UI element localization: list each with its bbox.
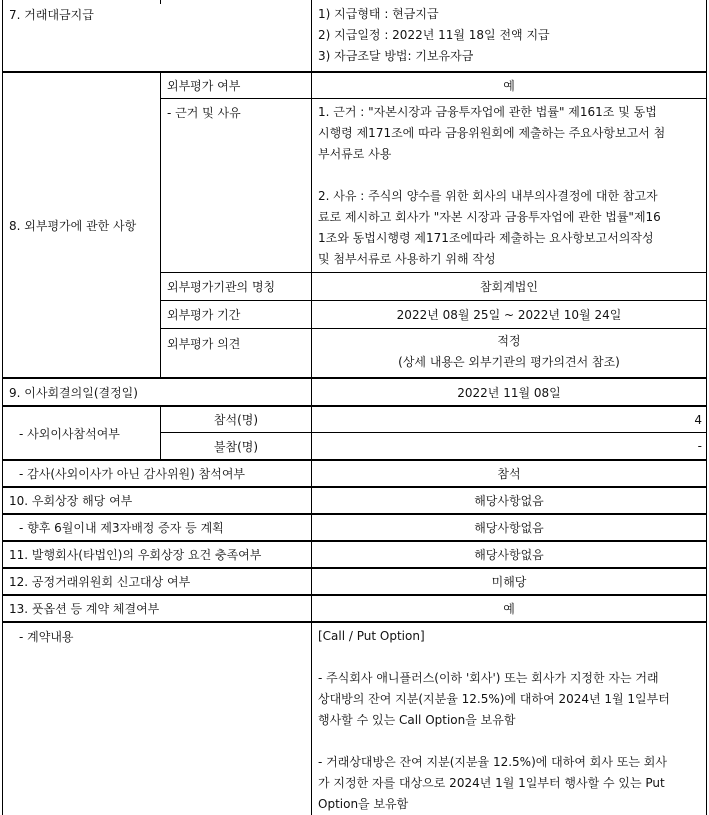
evaluation-opinion-label: 외부평가 의견 [167,337,241,351]
contract-line: 가 지정한 자를 대상으로 2024년 1월 1일부터 행사할 수 있는 Put [318,776,665,790]
ftc-report-value: 미해당 [491,575,527,589]
reason-label: - 근거 및 사유 [167,106,241,120]
ext-eval-flag-value: 예 [503,79,515,93]
payment-label: 7. 거래대금지급 [9,8,94,22]
reason-line: 1. 근거 : "자본시장과 금융투자업에 관한 법률" 제161조 및 동법 [318,105,657,119]
capital-increase-plan-label: - 향후 6월이내 제3자배정 증자 등 계획 [19,521,224,535]
reason-value [312,99,706,272]
evaluation-period-label: 외부평가 기간 [167,308,241,322]
evaluator-name-label: 외부평가기관의 명칭 [167,280,276,294]
present-count-value: 4 [694,412,702,427]
capital-increase-plan-value: 해당사항없음 [474,521,544,535]
reason-line: 및 첨부서류로 사용하기 위해 작성 [318,252,496,266]
opinion-line: 적정 [497,334,521,348]
payment-value [312,0,706,71]
backdoor-listing-label: 10. 우회상장 해당 여부 [9,494,133,508]
contract-title: [Call / Put Option] [318,629,425,643]
contract-details-label: - 계약내용 [19,630,74,644]
reason-line: 1조와 동법시행령 제171조에따라 제출하는 요사항보고서의작성 [318,231,654,245]
reason-line: 부서류로 사용 [318,147,392,161]
contract-line: 행사할 수 있는 Call Option을 보유함 [318,713,516,727]
outside-directors-label: - 사외이사참석여부 [19,426,120,441]
absent-count-label: 불참(명) [213,439,259,454]
contract-line: 상대방의 잔여 지분(지분율 12.5%)에 대하여 2024년 1월 1일부터 [318,692,670,706]
opinion-line: (상세 내용은 외부기관의 평가의견서 참조) [398,355,620,369]
board-resolution-date-label: 9. 이사회결의일(결정일) [9,385,138,400]
audit-attendance-value: 참석 [497,467,521,481]
present-count-label: 참석(명) [213,413,259,427]
payment-line: 2) 지급일정 : 2022년 11월 18일 전액 지급 [318,28,550,42]
contract-details-value [312,623,706,815]
payment-line: 3) 자금조달 방법: 기보유자금 [318,49,474,63]
reason-line: 료로 제시하고 회사가 "자본 시장과 금융투자업에 관한 법률"제16 [318,210,661,224]
evaluator-name-value: 참회계법인 [480,280,538,294]
absent-count-value: - [697,439,702,453]
external-evaluation-label: 8. 외부평가에 관한 사항 [9,218,137,233]
contract-line: Option을 보유함 [318,797,409,811]
reason-line: 시행령 제171조에 따라 금융위원회에 제출하는 주요사항보고서 첨 [318,126,666,140]
listing-requirement-label: 11. 발행회사(타법인)의 우회상장 요건 충족여부 [9,548,262,562]
ext-eval-flag-label: 외부평가 여부 [167,79,241,93]
backdoor-listing-value: 해당사항없음 [474,494,544,508]
evaluation-opinion-value [312,329,706,377]
listing-requirement-value: 해당사항없음 [474,548,544,562]
contract-line: - 주식회사 애니플러스(이하 '회사') 또는 회사가 지정한 자는 거래 [318,671,659,685]
put-option-label: 13. 풋옵션 등 계약 체결여부 [9,602,160,616]
table-border-right [706,0,707,815]
put-option-value: 예 [503,602,515,616]
reason-line: 2. 사유 : 주식의 양수를 위한 회사의 내부의사결정에 대한 참고자 [318,189,658,203]
board-resolution-date-value: 2022년 11월 08일 [457,385,561,400]
ftc-report-label: 12. 공정거래위원회 신고대상 여부 [9,575,191,589]
evaluation-period-value: 2022년 08월 25일 ~ 2022년 10월 24일 [396,308,622,322]
audit-attendance-label: - 감사(사외이사가 아닌 감사위원) 참석여부 [19,467,246,481]
contract-line: - 거래상대방은 잔여 지분(지분율 12.5%)에 대하여 회사 또는 회사 [318,755,667,769]
payment-line: 1) 지급형태 : 현금지급 [318,7,439,21]
